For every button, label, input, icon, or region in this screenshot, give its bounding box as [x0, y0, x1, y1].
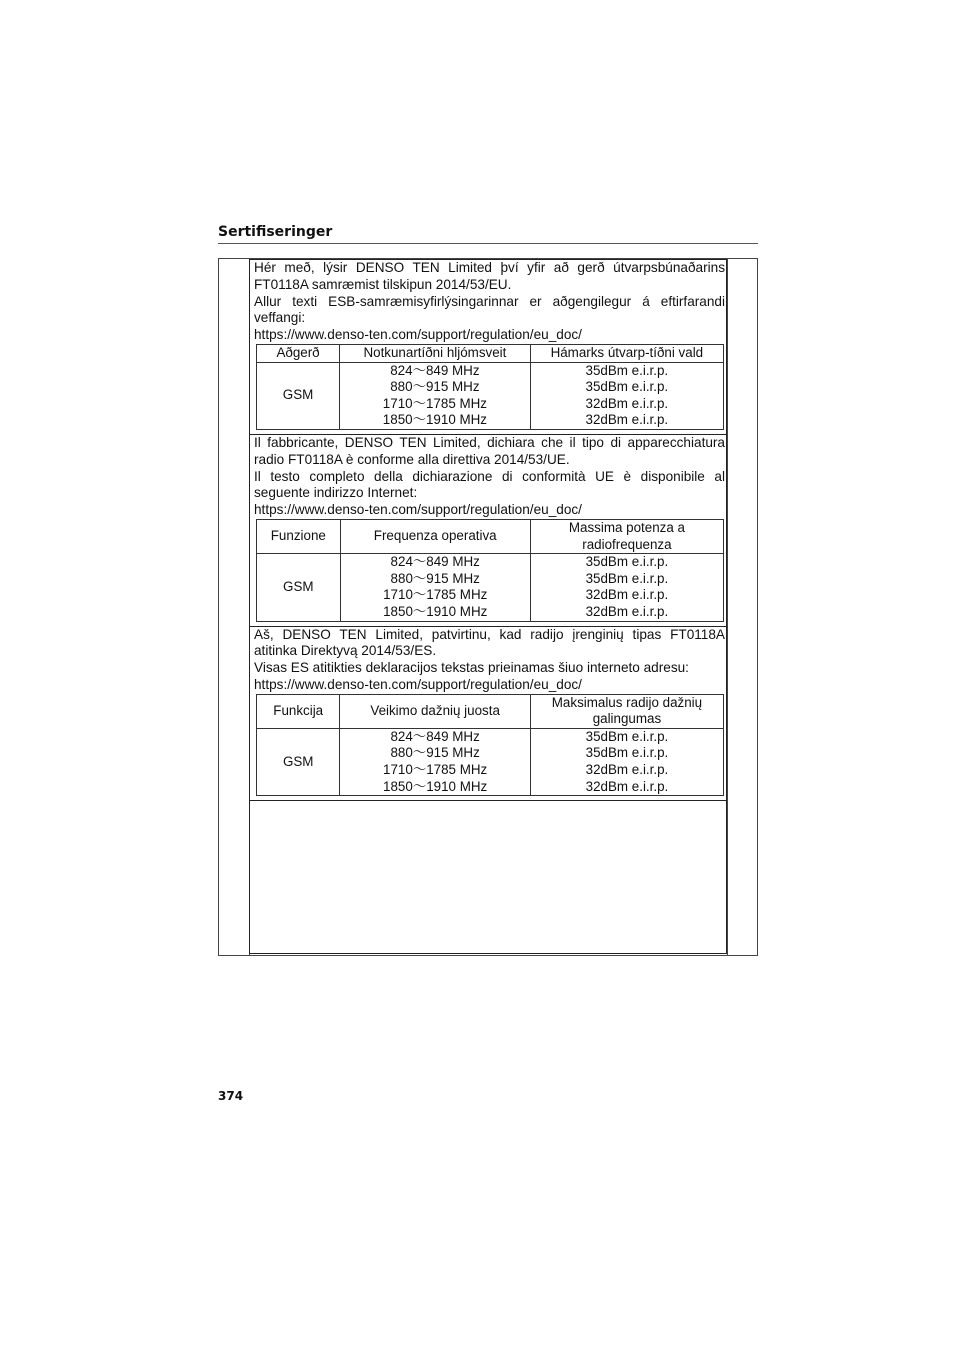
- function-cell: GSM: [257, 362, 340, 429]
- page-number: 374: [218, 1089, 244, 1103]
- power-value: 35dBm e.i.r.p.: [585, 379, 669, 395]
- column-header-power: Maksimalus radijo dažnių galingumas: [530, 694, 723, 728]
- table-header-row: [257, 694, 724, 728]
- power-value: 35dBm e.i.r.p.: [585, 362, 669, 378]
- frequency-value: 880～915 MHz: [390, 745, 480, 761]
- frame-right-rule: [727, 259, 728, 955]
- spec-table: [256, 519, 724, 622]
- availability-text: Visas ES atitikties deklaracijos tekstas prieinamas šiuo interneto adresu:: [254, 660, 689, 676]
- spec-table: [256, 694, 724, 797]
- power-cell: [530, 728, 723, 795]
- function-cell: GSM: [257, 554, 341, 621]
- power-value: 32dBm e.i.r.p.: [585, 762, 669, 778]
- table-row: [257, 554, 724, 621]
- column-header-function: Aðgerð: [257, 344, 340, 362]
- frequency-value: 880～915 MHz: [390, 379, 480, 395]
- power-value: 35dBm e.i.r.p.: [585, 728, 669, 744]
- power-cell: [530, 362, 723, 429]
- power-value: 32dBm e.i.r.p.: [585, 395, 669, 411]
- declaration-box: [249, 259, 727, 954]
- declaration-block-icelandic: [250, 260, 726, 435]
- frequency-value: 1710～1785 MHz: [383, 762, 488, 778]
- column-header-frequency: Notkunartíðni hljómsveit: [340, 344, 531, 362]
- frequency-value: 880～915 MHz: [390, 570, 480, 586]
- frequency-value: 1710～1785 MHz: [382, 395, 488, 411]
- declaration-text: Il fabbricante, DENSO TEN Limited, dichiara che il tipo di apparecchiatura radio FT0118A è conforme alla direttiva 2014/53/UE.: [254, 434, 725, 467]
- frequency-value: 1850～1910 MHz: [383, 603, 488, 619]
- declaration-block-lithuanian: [250, 627, 726, 802]
- power-cell: [530, 554, 723, 621]
- frequency-value: 824～849 MHz: [390, 728, 480, 744]
- power-value: 32dBm e.i.r.p.: [585, 412, 669, 428]
- column-header-power: Hámarks útvarp-tíðni vald: [530, 344, 723, 362]
- table-header-row: [257, 344, 724, 362]
- power-value: 32dBm e.i.r.p.: [585, 603, 669, 619]
- spec-table: [256, 344, 724, 430]
- frequency-value: 1710～1785 MHz: [383, 587, 488, 603]
- table-header-row: [257, 519, 724, 553]
- power-value: 32dBm e.i.r.p.: [585, 587, 669, 603]
- availability-text: Allur texti ESB-samræmisyfirlýsingarinnar er aðgengilegur á eftirfarandi veffangi:: [254, 293, 725, 326]
- column-header-frequency: Frequenza operativa: [340, 519, 530, 553]
- frequency-cell: [340, 362, 531, 429]
- power-value: 35dBm e.i.r.p.: [585, 554, 669, 570]
- power-value: 35dBm e.i.r.p.: [585, 570, 669, 586]
- power-value: 35dBm e.i.r.p.: [585, 745, 669, 761]
- declaration-url[interactable]: https://www.denso-ten.com/support/regulation/eu_doc/: [254, 502, 582, 518]
- column-header-function: Funzione: [257, 519, 341, 553]
- title-divider: [218, 243, 758, 244]
- column-header-function: Funkcija: [257, 694, 340, 728]
- declaration-text: Aš, DENSO TEN Limited, patvirtinu, kad radijo įrenginių tipas FT0118A atitinka Direktyvą 2014/53/ES.: [254, 626, 725, 659]
- frequency-value: 1850～1910 MHz: [382, 412, 488, 428]
- column-header-power: Massima potenza a radiofrequenza: [530, 519, 723, 553]
- declaration-block-italian: [250, 435, 726, 627]
- frequency-value: 824～849 MHz: [390, 554, 480, 570]
- power-value: 32dBm e.i.r.p.: [585, 778, 669, 794]
- declaration-url[interactable]: https://www.denso-ten.com/support/regulation/eu_doc/: [254, 327, 582, 343]
- frequency-value: 1850～1910 MHz: [383, 778, 488, 794]
- table-row: [257, 362, 724, 429]
- declaration-url[interactable]: https://www.denso-ten.com/support/regulation/eu_doc/: [254, 676, 582, 692]
- function-cell: GSM: [257, 728, 340, 795]
- frequency-value: 824～849 MHz: [390, 362, 480, 378]
- column-header-frequency: Veikimo dažnių juosta: [340, 694, 530, 728]
- availability-text: Il testo completo della dichiarazione di conformità UE è disponibile al seguente indirizzo Internet:: [254, 468, 725, 501]
- section-title: Sertifiseringer: [218, 224, 333, 240]
- frequency-cell: [340, 728, 530, 795]
- frequency-cell: [340, 554, 530, 621]
- declaration-text: Hér með, lýsir DENSO TEN Limited því yfir að gerð útvarpsbúnaðarins FT0118A samræmist tilskipun 2014/53/EU.: [254, 260, 725, 292]
- table-row: [257, 728, 724, 795]
